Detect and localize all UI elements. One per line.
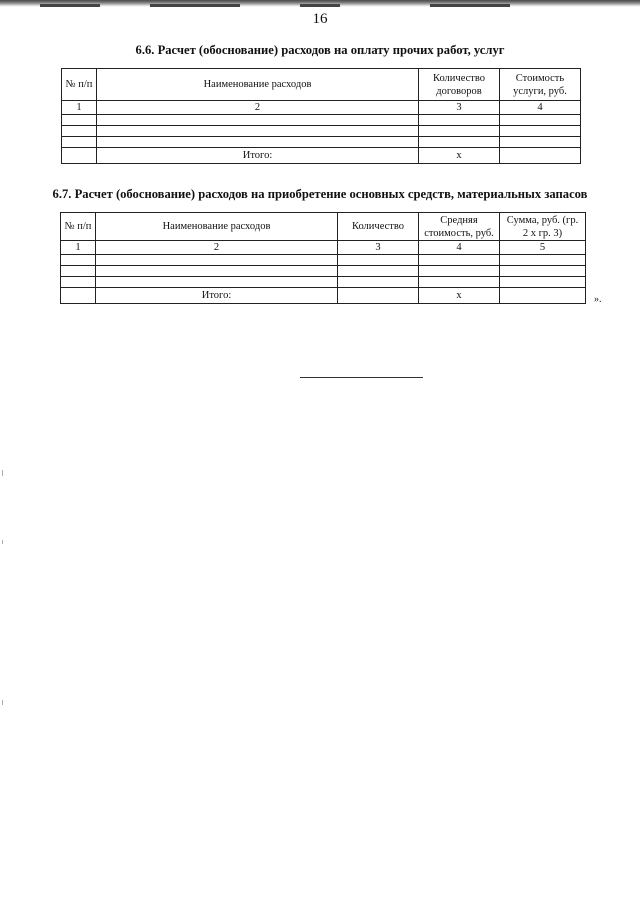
total-sum-cell[interactable] (500, 288, 586, 304)
table-cell[interactable] (97, 115, 419, 126)
table-cell[interactable] (338, 266, 419, 277)
table-cell[interactable] (419, 115, 500, 126)
table-cell[interactable] (97, 137, 419, 148)
table-cell[interactable] (97, 126, 419, 137)
index-cell: 4 (419, 241, 500, 255)
page-number: 16 (312, 11, 328, 27)
table-cell[interactable] (419, 266, 500, 277)
table-cell[interactable] (338, 255, 419, 266)
index-cell: 1 (61, 241, 96, 255)
index-cell: 2 (96, 241, 338, 255)
table-cell[interactable] (338, 277, 419, 288)
table-cell (62, 148, 97, 164)
table-cell[interactable] (500, 266, 586, 277)
table-cell[interactable] (500, 277, 586, 288)
index-cell: 3 (338, 241, 419, 255)
table-cell[interactable] (61, 277, 96, 288)
closing-quote: ». (594, 294, 602, 305)
table-header-row (61, 213, 586, 241)
index-cell: 1 (62, 101, 97, 115)
table-header-row (62, 69, 581, 101)
header-avg-cost: Средняя стоимость, руб. (419, 213, 500, 241)
header-cost: Стоимость услуги, руб. (500, 69, 581, 101)
table-cell[interactable] (500, 115, 581, 126)
total-cost-cell[interactable] (500, 148, 581, 164)
table-cell[interactable] (96, 255, 338, 266)
table-cell[interactable] (500, 137, 581, 148)
table-cell[interactable] (96, 277, 338, 288)
column-index-row (61, 241, 586, 255)
index-cell: 2 (97, 101, 419, 115)
header-qty: Количество договоров (419, 69, 500, 101)
table-cell[interactable] (419, 126, 500, 137)
table-cell[interactable] (62, 126, 97, 137)
scan-edge-mark (40, 4, 100, 7)
scan-edge-mark (150, 4, 240, 7)
total-label: Итого: (97, 148, 419, 164)
section-6-6-title: 6.6. Расчет (обоснование) расходов на оплату прочих работ, услуг (135, 43, 505, 57)
header-num: № п/п (62, 69, 97, 101)
table-cell[interactable] (61, 266, 96, 277)
index-cell: 5 (500, 241, 586, 255)
index-cell: 4 (500, 101, 581, 115)
header-name: Наименование расходов (96, 213, 338, 241)
column-index-row (62, 101, 581, 115)
scan-margin-artifact (2, 470, 3, 476)
table-row (62, 137, 581, 148)
table-cell[interactable] (500, 126, 581, 137)
total-avg-mark: x (419, 288, 500, 304)
end-separator-line (300, 377, 423, 378)
table-cell[interactable] (500, 255, 586, 266)
table-fixed-assets (60, 212, 586, 304)
header-sum: Сумма, руб. (гр. 2 х гр. 3) (500, 213, 586, 241)
table-row (61, 277, 586, 288)
scan-edge-mark (430, 4, 510, 7)
header-num: № п/п (61, 213, 96, 241)
table-row (61, 266, 586, 277)
table-cell[interactable] (419, 255, 500, 266)
section-6-7-title: 6.7. Расчет (обоснование) расходов на приобретение основных средств, материальных запасов (52, 187, 588, 201)
header-qty: Количество (338, 213, 419, 241)
total-label: Итого: (96, 288, 338, 304)
table-row (62, 126, 581, 137)
index-cell: 3 (419, 101, 500, 115)
table-cell[interactable] (62, 137, 97, 148)
scan-margin-artifact (2, 540, 3, 544)
total-qty-mark: x (419, 148, 500, 164)
scan-edge-mark (300, 4, 340, 7)
table-row (62, 115, 581, 126)
total-row (62, 148, 581, 164)
table-other-services (61, 68, 581, 164)
table-cell[interactable] (96, 266, 338, 277)
table-cell[interactable] (61, 255, 96, 266)
table-row (61, 255, 586, 266)
header-name: Наименование расходов (97, 69, 419, 101)
scan-margin-artifact (2, 700, 3, 705)
total-row (61, 288, 586, 304)
table-cell[interactable] (62, 115, 97, 126)
table-cell[interactable] (419, 137, 500, 148)
table-cell (61, 288, 96, 304)
total-qty-cell[interactable] (338, 288, 419, 304)
table-cell[interactable] (419, 277, 500, 288)
